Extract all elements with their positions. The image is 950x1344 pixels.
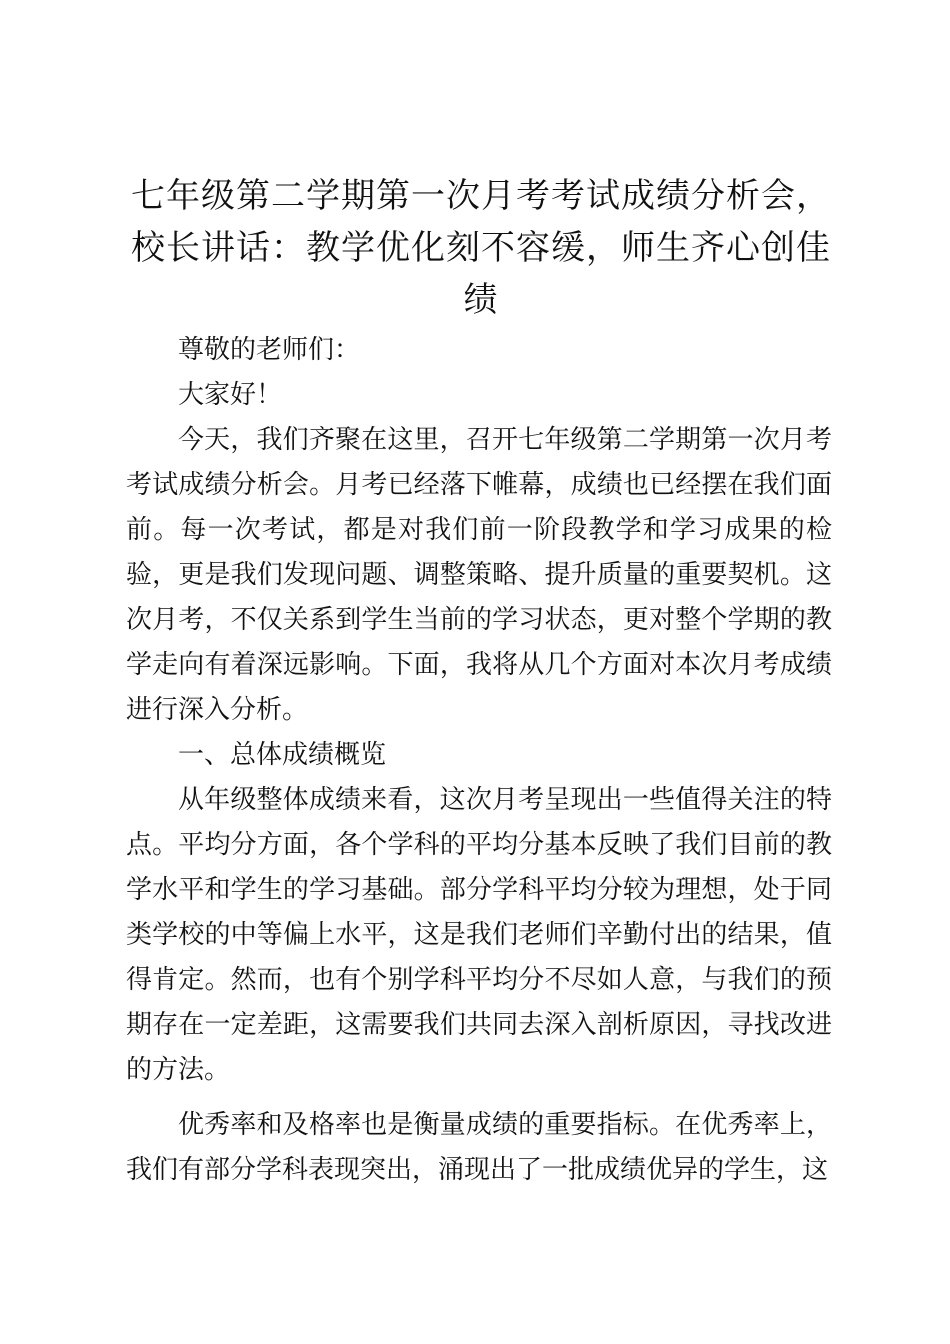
document-title: 七年级第二学期第一次月考考试成绩分析会，校长讲话：教学优化刻不容缓，师生齐心创佳绩 bbox=[131, 176, 831, 320]
rate-paragraph: 优秀率和及格率也是衡量成绩的重要指标。在优秀率上，我们有部分学科表现突出，涌现出了一批成绩优异的学生，这 bbox=[126, 1110, 832, 1185]
greeting: 大家好！ bbox=[178, 380, 283, 410]
salutation: 尊敬的老师们： bbox=[178, 335, 361, 365]
document-body bbox=[126, 328, 832, 1193]
overview-paragraph: 从年级整体成绩来看，这次月考呈现出一些值得关注的特点。平均分方面，各个学科的平均分基本反映了我们目前的教学水平和学生的学习基础。部分学科平均分较为理想，处于同类学校的中等偏上水平，这是我们老师们辛勤付出的结果，值得肯定。然而，也有个别学科平均分不尽如人意，与我们的预期存在一定差距，这需要我们共同去深入剖析原因，寻找改进的方法。 bbox=[126, 785, 832, 1085]
intro-paragraph: 今天，我们齐聚在这里，召开七年级第二学期第一次月考考试成绩分析会。月考已经落下帷幕，成绩也已经摆在我们面前。每一次考试，都是对我们前一阶段教学和学习成果的检验，更是我们发现问题、调整策略、提升质量的重要契机。这次月考，不仅关系到学生当前的学习状态，更对整个学期的教学走向有着深远影响。下面，我将从几个方面对本次月考成绩进行深入分析。 bbox=[126, 425, 832, 725]
section-heading: 一、总体成绩概览 bbox=[178, 740, 387, 770]
